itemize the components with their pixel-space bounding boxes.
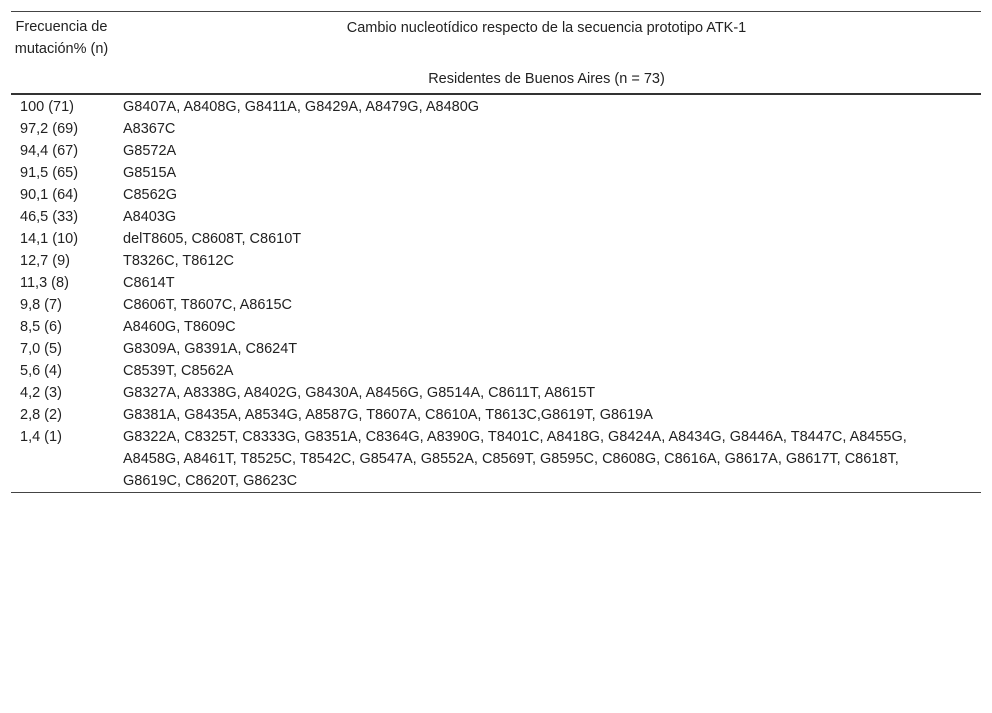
mutation-frequency: 91,5 (65) [20,165,79,181]
mutation-frequency: 5,6 (4) [20,363,62,379]
mutation-frequency: 100 (71) [20,99,75,115]
nucleotide-changes: A8367C [123,121,176,137]
nucleotide-changes: A8460G, T8609C [123,319,236,335]
mutation-frequency: 1,4 (1) [20,429,62,445]
table-row [11,316,981,338]
table-row [11,94,981,118]
header-nucleotide-change: Cambio nucleotídico respecto de la secuencia prototipo ATK-1 [346,20,747,36]
table-bottom-rule [11,493,981,494]
mutation-frequency: 8,5 (6) [20,319,62,335]
header-frequency-label: Frecuencia de mutación% (n) [14,19,109,57]
mutation-frequency: 90,1 (64) [20,187,79,203]
mutation-table [11,11,981,493]
mutation-frequency: 4,2 (3) [20,385,62,401]
header-row [11,12,981,39]
table-row [11,382,981,404]
nucleotide-changes: delT8605, C8608T, C8610T [123,231,302,247]
table-body [11,94,981,493]
mutation-frequency: 46,5 (33) [20,209,79,225]
table-row [11,206,981,228]
nucleotide-changes: C8539T, C8562A [123,363,234,379]
nucleotide-changes: G8322A, C8325T, C8333G, G8351A, C8364G, A8390G, T8401C, A8418G, G8424A, A8434G, G8446A, T8447C, A8455G, A8458G, A8461T, T8525C, T8542C, G8547A, G8552A, C8569T, G8595C, C8608G, C8616A, G8617A, G8617T, C8618T, G8619C, C8620T, G8623C [123,429,907,489]
mutation-frequency: 94,4 (67) [20,143,79,159]
table-row [11,426,981,493]
table-row [11,360,981,382]
table-row [11,404,981,426]
table-row [11,184,981,206]
nucleotide-changes: G8572A [123,143,177,159]
nucleotide-changes: A8403G [123,209,177,225]
subheader-row [11,39,981,93]
table-row [11,228,981,250]
table-row [11,294,981,316]
subheader-residents: Residentes de Buenos Aires (n = 73) [428,71,665,87]
table-row [11,118,981,140]
mutation-frequency: 97,2 (69) [20,121,79,137]
nucleotide-changes: G8515A [123,165,177,181]
nucleotide-changes: G8381A, G8435A, A8534G, A8587G, T8607A, C8610A, T8613C,G8619T, G8619A [123,407,653,423]
nucleotide-changes: C8562G [123,187,178,203]
nucleotide-changes: C8614T [123,275,175,291]
table-row [11,162,981,184]
mutation-frequency: 11,3 (8) [20,275,69,291]
nucleotide-changes: C8606T, T8607C, A8615C [123,297,293,313]
mutation-frequency: 9,8 (7) [20,297,62,313]
mutation-frequency: 12,7 (9) [20,253,70,269]
nucleotide-changes: G8407A, A8408G, G8411A, G8429A, A8479G, A8480G [123,99,480,115]
table-row [11,338,981,360]
nucleotide-changes: G8309A, G8391A, C8624T [123,341,298,357]
header-frequency [11,12,112,93]
table-row [11,250,981,272]
mutation-frequency: 2,8 (2) [20,407,62,423]
nucleotide-changes: G8327A, A8338G, A8402G, G8430A, A8456G, G8514A, C8611T, A8615T [123,385,596,401]
table-row [11,140,981,162]
nucleotide-changes: T8326C, T8612C [123,253,234,269]
mutation-frequency: 14,1 (10) [20,231,79,247]
mutation-frequency: 7,0 (5) [20,341,62,357]
table-row [11,272,981,294]
